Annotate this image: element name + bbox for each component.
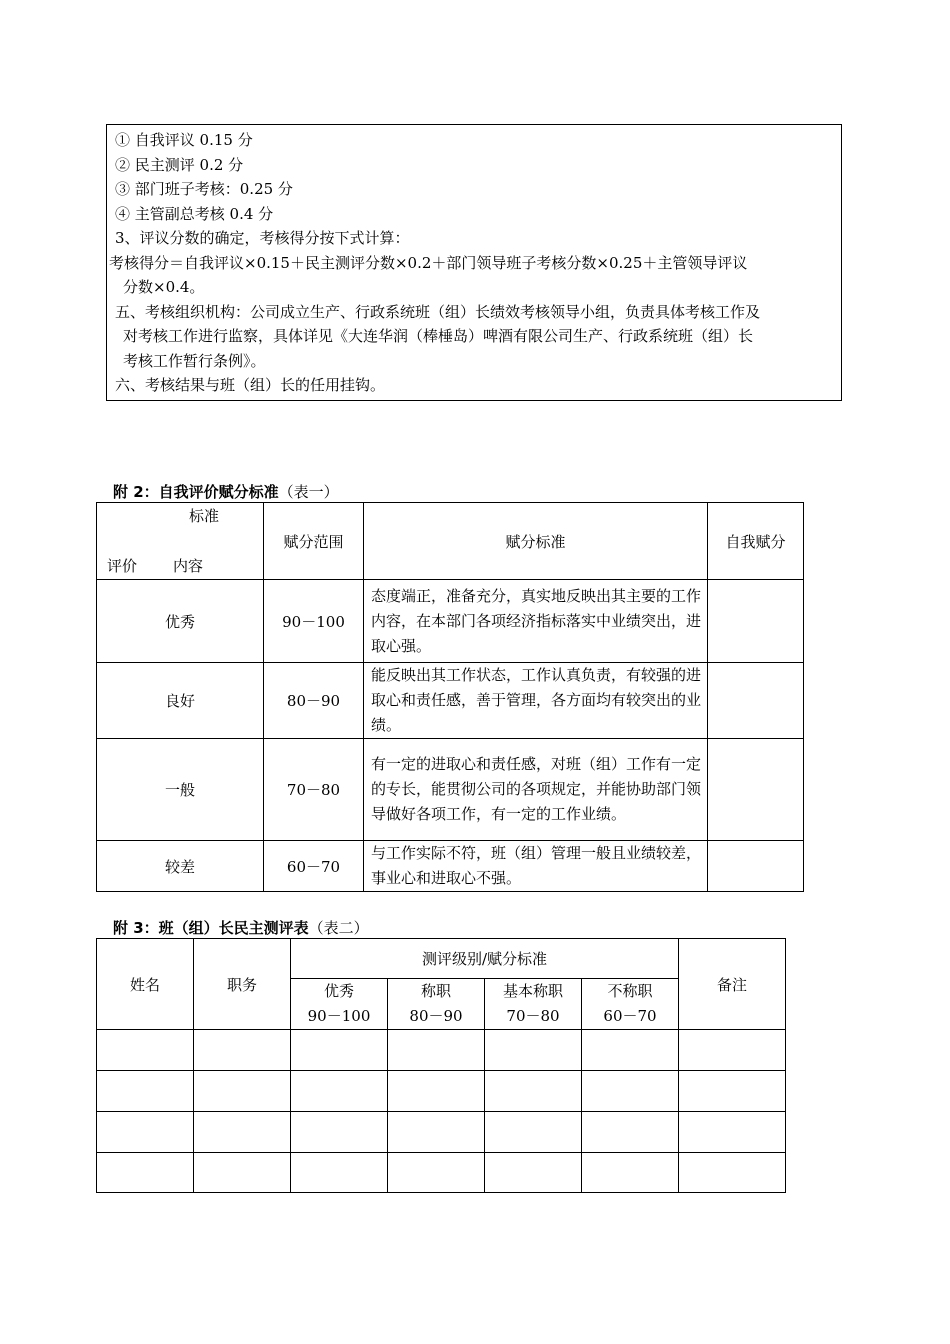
empty-cell[interactable]: [291, 1071, 388, 1112]
level-name: 优秀: [323, 982, 354, 1000]
diagonal-header-cell: [97, 503, 264, 580]
text-line: ① 自我评议 0.15 分: [115, 131, 253, 149]
table-row: [97, 1030, 786, 1071]
text-line: ④ 主管副总考核 0.4 分: [115, 204, 274, 223]
range-cell: 60－70: [264, 841, 364, 892]
level-range: 70－80: [506, 1007, 560, 1025]
self-score-cell[interactable]: [708, 841, 804, 892]
text-line: ② 民主测评 0.2 分: [115, 155, 244, 174]
text-line: 五、考核组织机构：公司成立生产、行政系统班（组）长绩效考核领导小组，负责具体考核工作及: [115, 302, 761, 321]
range-cell: 70－80: [264, 739, 364, 841]
table-row: [97, 580, 804, 663]
level-name: 称职: [420, 982, 451, 1000]
empty-cell[interactable]: [679, 1030, 786, 1071]
empty-cell[interactable]: [679, 1153, 786, 1193]
empty-cell[interactable]: [485, 1071, 582, 1112]
header-level-competent: [388, 979, 485, 1030]
table1-caption-note: （表一）: [278, 483, 339, 501]
diag-label-standard: 标准: [189, 507, 220, 525]
text-line: 考核工作暂行条例》。: [123, 351, 266, 370]
empty-cell[interactable]: [679, 1112, 786, 1153]
text-line: ③ 部门班子考核：0.25 分: [115, 180, 293, 198]
table-row: [97, 841, 804, 892]
self-score-cell[interactable]: [708, 580, 804, 663]
header-level-excellent: [291, 979, 388, 1030]
level-name: 基本称职: [502, 982, 563, 1000]
standard-cell: 能反映出其工作状态，工作认真负责，有较强的进取心和责任感，善于管理，各方面均有较突出的业绩。: [364, 663, 708, 739]
evaluation-text-box: [106, 124, 842, 401]
header-name: 姓名: [97, 939, 194, 1030]
header-score-standard: 赋分标准: [364, 503, 708, 580]
range-cell: 90－100: [264, 580, 364, 663]
level-range: 80－90: [409, 1007, 463, 1025]
empty-cell[interactable]: [679, 1071, 786, 1112]
empty-cell[interactable]: [97, 1030, 194, 1071]
text-line: 六、考核结果与班（组）长的任用挂钩。: [115, 376, 386, 394]
table-row: [97, 1071, 786, 1112]
text-line: 考核得分＝自我评议×0.15＋民主测评分数×0.2＋部门领导班子考核分数×0.25＋主管领导评议: [109, 253, 748, 272]
empty-cell[interactable]: [291, 1030, 388, 1071]
table2-caption-note: （表二）: [308, 919, 369, 937]
empty-cell[interactable]: [388, 1112, 485, 1153]
empty-cell[interactable]: [582, 1112, 679, 1153]
level-name: 不称职: [607, 982, 653, 1000]
empty-cell[interactable]: [485, 1030, 582, 1071]
empty-cell[interactable]: [582, 1153, 679, 1193]
empty-cell[interactable]: [291, 1112, 388, 1153]
level-cell: 良好: [97, 663, 264, 739]
empty-cell[interactable]: [388, 1153, 485, 1193]
table-row: [97, 739, 804, 841]
empty-cell[interactable]: [291, 1153, 388, 1193]
header-position: 职务: [194, 939, 291, 1030]
text-line: 分数×0.4。: [123, 278, 205, 296]
table-row: [97, 663, 804, 739]
header-level-incompetent: [582, 979, 679, 1030]
empty-cell[interactable]: [194, 1030, 291, 1071]
level-cell: 一般: [97, 739, 264, 841]
table2-caption: [113, 917, 369, 938]
table1-caption-bold: 附 2：自我评价赋分标准: [113, 483, 279, 501]
standard-cell: 有一定的进取心和责任感，对班（组）工作有一定的专长，能贯彻公司的各项规定，并能协助部门领导做好各项工作，有一定的工作业绩。: [364, 739, 708, 841]
empty-cell[interactable]: [582, 1030, 679, 1071]
standard-cell: 与工作实际不符，班（组）管理一般且业绩较差，事业心和进取心不强。: [364, 841, 708, 892]
level-range: 90－100: [307, 1007, 371, 1025]
diag-label-content: 内容: [173, 557, 204, 575]
empty-cell[interactable]: [388, 1071, 485, 1112]
empty-cell[interactable]: [97, 1112, 194, 1153]
table1-caption: [113, 481, 339, 502]
table-header-row: [97, 939, 786, 979]
self-evaluation-table: [96, 502, 804, 892]
empty-cell[interactable]: [582, 1071, 679, 1112]
level-range: 60－70: [603, 1007, 657, 1025]
level-cell: 优秀: [97, 580, 264, 663]
empty-cell[interactable]: [97, 1071, 194, 1112]
empty-cell[interactable]: [194, 1071, 291, 1112]
empty-cell[interactable]: [485, 1112, 582, 1153]
header-self-score: 自我赋分: [708, 503, 804, 580]
empty-cell[interactable]: [97, 1153, 194, 1193]
level-cell: 较差: [97, 841, 264, 892]
header-note: 备注: [679, 939, 786, 1030]
empty-cell[interactable]: [194, 1153, 291, 1193]
table-row: [97, 1153, 786, 1193]
table2-caption-bold: 附 3：班（组）长民主测评表: [113, 919, 309, 937]
empty-cell[interactable]: [485, 1153, 582, 1193]
range-cell: 80－90: [264, 663, 364, 739]
democratic-evaluation-table: [96, 938, 786, 1193]
self-score-cell[interactable]: [708, 663, 804, 739]
diag-label-evaluation: 评价: [107, 557, 138, 575]
header-score-range: 赋分范围: [264, 503, 364, 580]
self-score-cell[interactable]: [708, 739, 804, 841]
header-level-basic: [485, 979, 582, 1030]
header-rating-group: 测评级别/赋分标准: [291, 939, 679, 979]
table-header-row: [97, 503, 804, 580]
text-line: 对考核工作进行监察，具体详见《大连华润（棒棰岛）啤酒有限公司生产、行政系统班（组）长: [123, 327, 754, 345]
table-row: [97, 1112, 786, 1153]
empty-cell[interactable]: [388, 1030, 485, 1071]
empty-cell[interactable]: [194, 1112, 291, 1153]
text-line: 3、评议分数的确定，考核得分按下式计算：: [115, 229, 410, 247]
standard-cell: 态度端正，准备充分，真实地反映出其主要的工作内容，在本部门各项经济指标落实中业绩突出，进取心强。: [364, 580, 708, 663]
